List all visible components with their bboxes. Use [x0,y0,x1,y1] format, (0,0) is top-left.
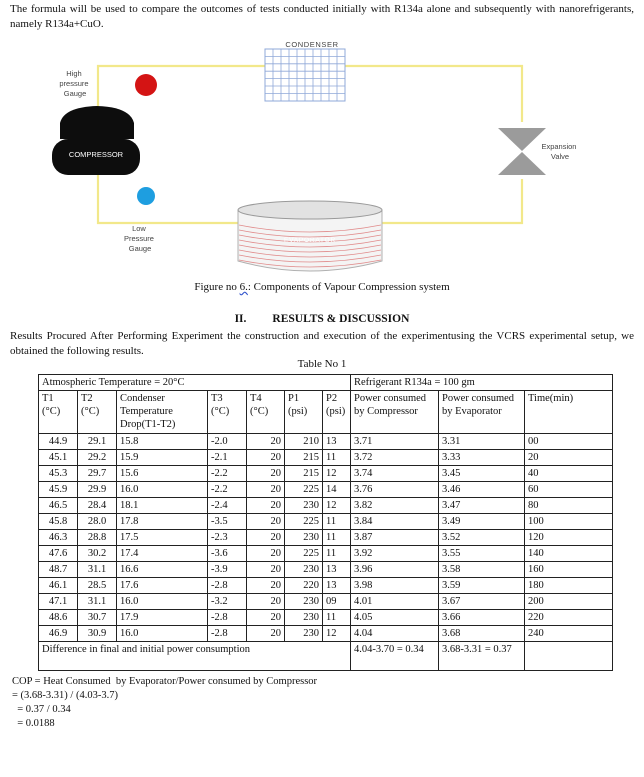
table-cell: 17.4 [117,546,208,562]
table-cell: 13 [323,562,351,578]
table-cell: -3.6 [208,546,247,562]
table-cell: 3.55 [439,546,525,562]
table-cell: 29.2 [78,450,117,466]
table-cell: 31.1 [78,594,117,610]
table-cell: 20 [247,546,285,562]
table-row [39,626,613,642]
table-cell: 17.5 [117,530,208,546]
table-cell: 3.52 [439,530,525,546]
table-row [39,498,613,514]
atmospheric-temperature: Atmospheric Temperature = 20°C [39,375,351,391]
table-cell: 230 [285,626,323,642]
table-cell: 29.7 [78,466,117,482]
section-title: RESULTS & DISCUSSION [272,313,410,325]
table-cell: 3.92 [351,546,439,562]
table-cell: 47.1 [39,594,78,610]
table-cell: 20 [247,482,285,498]
table-cell: 00 [525,434,613,450]
table-cell: 3.31 [439,434,525,450]
table-cell: 14 [323,482,351,498]
table-cell: 44.9 [39,434,78,450]
table-cell: 17.6 [117,578,208,594]
column-header: T2 (°C) [78,391,117,434]
table-cell: 12 [323,466,351,482]
table-cell: 230 [285,562,323,578]
table-cell: 46.1 [39,578,78,594]
evaporator-power-difference: 3.68-3.31 = 0.37 [439,642,525,671]
table-cell: 46.5 [39,498,78,514]
table-cell: 3.82 [351,498,439,514]
table-cell: 12 [323,626,351,642]
table-cell: -2.8 [208,626,247,642]
table-meta-row [39,375,613,391]
table-cell: 16.6 [117,562,208,578]
high-pressure-gauge-label: High pressure Gauge [59,69,89,98]
table-cell: 230 [285,498,323,514]
table-cell: 3.49 [439,514,525,530]
table-cell: 13 [323,434,351,450]
table-cell: 200 [525,594,613,610]
table-cell: 45.8 [39,514,78,530]
table-cell: 20 [247,578,285,594]
table-cell: 3.58 [439,562,525,578]
table-cell: 220 [525,610,613,626]
table-cell: 140 [525,546,613,562]
table-cell: -2.0 [208,434,247,450]
condenser-coil [265,49,345,101]
table-cell: 29.9 [78,482,117,498]
table-cell: 20 [247,594,285,610]
table-cell: 160 [525,562,613,578]
table-cell: 12 [323,498,351,514]
column-header: Condenser Temperature Drop(T1-T2) [117,391,208,434]
table-cell: 30.7 [78,610,117,626]
evaporator-label: EVAPORATOR [283,237,337,244]
intro-paragraph: The formula will be used to compare the outcomes of tests conducted initially with R134a alone and subsequently with nanorefrigerants, namely R134a+CuO. [10,3,634,30]
low-pressure-gauge-label: Low Pressure Gauge [123,224,154,253]
table-cell: 215 [285,466,323,482]
table-cell: 31.1 [78,562,117,578]
table-cell: 20 [247,434,285,450]
table-row [39,578,613,594]
formula-line: = 0.0188 [12,718,55,729]
table-cell: -3.2 [208,594,247,610]
table-cell: 30.2 [78,546,117,562]
table-cell: 3.74 [351,466,439,482]
table-cell: 47.6 [39,546,78,562]
vcrs-diagram [0,35,644,275]
table-cell: 120 [525,530,613,546]
table-cell: 100 [525,514,613,530]
table-cell: 4.05 [351,610,439,626]
table-cell: 20 [247,562,285,578]
table-cell: 17.9 [117,610,208,626]
table-row [39,530,613,546]
table-cell: 15.9 [117,450,208,466]
table-cell: 45.1 [39,450,78,466]
expansion-valve [498,128,546,175]
compressor-label: COMPRESSOR [68,150,124,159]
section-heading [0,313,644,325]
table-cell: 230 [285,594,323,610]
formula-line: = 0.37 / 0.34 [12,704,71,715]
table-cell: 80 [525,498,613,514]
table-cell: -2.1 [208,450,247,466]
table-cell: 3.47 [439,498,525,514]
table-cell: 48.7 [39,562,78,578]
table-cell: 40 [525,466,613,482]
figure-caption: Figure no 6.: Components of Vapour Compression system [194,281,450,293]
column-header: T3 (°C) [208,391,247,434]
column-header: Power consumed by Evaporator [439,391,525,434]
table-cell: -2.8 [208,610,247,626]
table-row [39,610,613,626]
table-cell: 3.33 [439,450,525,466]
table-cell: -2.8 [208,578,247,594]
table-cell: 20 [247,466,285,482]
table-cell: 3.84 [351,514,439,530]
table-cell: 28.8 [78,530,117,546]
column-header: T1 (°C) [39,391,78,434]
table-cell: 3.67 [439,594,525,610]
table-cell: 11 [323,450,351,466]
formula-line: = (3.68-3.31) / (4.03-3.7) [12,690,118,701]
table-title: Table No 1 [297,358,347,370]
table-cell: 225 [285,546,323,562]
table-cell: 20 [525,450,613,466]
table-cell: 28.0 [78,514,117,530]
table-cell: 240 [525,626,613,642]
table-cell: 3.46 [439,482,525,498]
table-cell: 230 [285,610,323,626]
table-row [39,482,613,498]
table-cell: 15.6 [117,466,208,482]
table-cell: 20 [247,530,285,546]
condenser-label: CONDENSER [285,40,339,49]
table-cell: 220 [285,578,323,594]
table-cell: 215 [285,450,323,466]
table-cell: 210 [285,434,323,450]
section-number: II. [234,313,247,325]
table-cell: 4.04 [351,626,439,642]
column-header: Power consumed by Compressor [351,391,439,434]
table-cell: 11 [323,546,351,562]
empty-cell [525,642,613,671]
table-cell: -2.2 [208,482,247,498]
table-cell: 46.9 [39,626,78,642]
table-cell: 15.8 [117,434,208,450]
results-table [38,374,613,671]
cop-formula [12,675,317,731]
table-cell: 3.72 [351,450,439,466]
formula-line: COP = Heat Consumed by Evaporator/Power consumed by Compressor [12,676,318,687]
table-cell: 16.0 [117,626,208,642]
refrigerant-charge: Refrigerant R134a = 100 gm [351,375,613,391]
column-header: Time(min) [525,391,613,434]
table-cell: 3.68 [439,626,525,642]
table-cell: 16.0 [117,594,208,610]
table-header-row [39,391,613,434]
table-cell: 20 [247,610,285,626]
column-header: T4 (°C) [247,391,285,434]
table-cell: 09 [323,594,351,610]
table-cell: 3.59 [439,578,525,594]
table-cell: 3.45 [439,466,525,482]
table-cell: -2.3 [208,530,247,546]
table-cell: 11 [323,610,351,626]
table-cell: 4.01 [351,594,439,610]
table-cell: 11 [323,530,351,546]
compressor-power-difference: 4.04-3.70 = 0.34 [351,642,439,671]
difference-label: Difference in final and initial power consumption [39,642,351,671]
table-cell: 225 [285,482,323,498]
table-row [39,594,613,610]
table-cell: 18.1 [117,498,208,514]
table-cell: 3.98 [351,578,439,594]
table-cell: -2.2 [208,466,247,482]
table-cell: -3.9 [208,562,247,578]
table-cell: 230 [285,530,323,546]
table-cell: 11 [323,514,351,530]
table-row [39,562,613,578]
table-cell: 60 [525,482,613,498]
table-cell: 28.5 [78,578,117,594]
low-pressure-gauge [137,187,155,205]
table-cell: -2.4 [208,498,247,514]
table-cell: 45.9 [39,482,78,498]
table-cell: 3.87 [351,530,439,546]
table-cell: 29.1 [78,434,117,450]
table-cell: 20 [247,626,285,642]
evaporator [238,201,382,271]
column-header: P1 (psi) [285,391,323,434]
table-cell: 17.8 [117,514,208,530]
results-paragraph: Results Procured After Performing Experiment the construction and execution of the experimentusing the VCRS experimental setup, we obtained the following results. [10,330,634,357]
expansion-valve-label: Expansion Valve [541,142,577,161]
table-cell: 16.0 [117,482,208,498]
table-cell: 46.3 [39,530,78,546]
table-cell: -3.5 [208,514,247,530]
table-footer-row [39,642,613,671]
table-row [39,546,613,562]
table-cell: 3.66 [439,610,525,626]
table-cell: 225 [285,514,323,530]
table-row [39,514,613,530]
table-row [39,450,613,466]
table-cell: 3.71 [351,434,439,450]
table-cell: 3.76 [351,482,439,498]
table-cell: 13 [323,578,351,594]
table-cell: 20 [247,514,285,530]
table-cell: 20 [247,450,285,466]
high-pressure-gauge [135,74,157,96]
table-cell: 20 [247,498,285,514]
table-cell: 30.9 [78,626,117,642]
column-header: P2 (psi) [323,391,351,434]
table-cell: 3.96 [351,562,439,578]
table-row [39,434,613,450]
table-cell: 48.6 [39,610,78,626]
table-cell: 45.3 [39,466,78,482]
table-cell: 28.4 [78,498,117,514]
table-cell: 180 [525,578,613,594]
table-row [39,466,613,482]
compressor [52,106,140,175]
